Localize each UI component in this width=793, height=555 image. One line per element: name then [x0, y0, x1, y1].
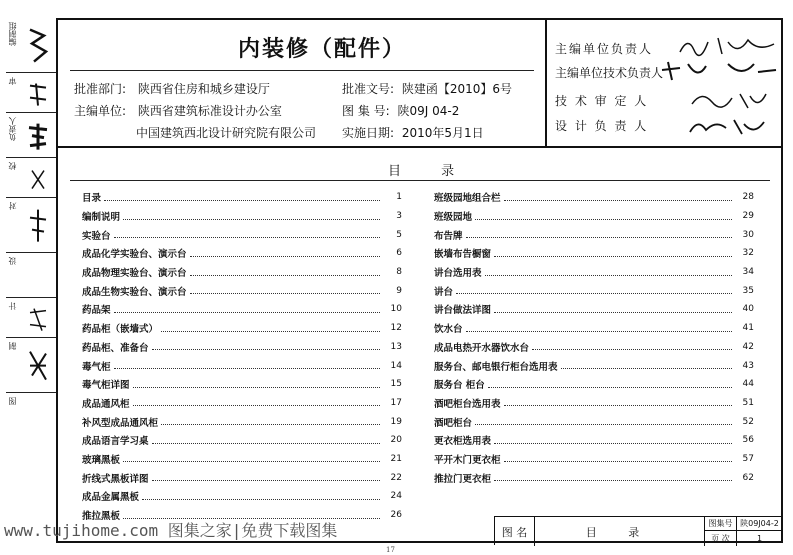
toc-entry-page: 51: [742, 397, 754, 408]
toc-leader-dots: [123, 455, 380, 462]
toc-leader-dots: [475, 213, 732, 220]
toc-entry: [434, 225, 754, 244]
signoff-column: [6, 18, 56, 543]
toc-entry-page: 32: [742, 248, 754, 259]
toc-leader-dots: [161, 325, 380, 332]
toc-entry-page: 40: [742, 304, 754, 315]
toc-leader-dots: [488, 381, 732, 388]
toc-entry-page: 12: [390, 323, 402, 334]
toc-entry-title: 药品柜、准备台: [82, 342, 149, 354]
title-underline: [70, 70, 534, 71]
toc-leader-dots: [466, 231, 732, 238]
responsible-role: 主编单位负责人: [555, 42, 654, 56]
signoff-cell: [6, 73, 56, 113]
toc-entry-title: 服务台 柜台: [434, 380, 485, 392]
toc-leader-dots: [561, 362, 732, 369]
toc-entry-title: 毒气柜详图: [82, 380, 130, 392]
toc-entry-page: 6: [396, 248, 402, 259]
toc-entry: [434, 375, 754, 394]
toc-entry-title: 成品通风柜: [82, 398, 130, 410]
toc-entry-title: 嵌墙布告橱窗: [434, 249, 492, 261]
toc-entry: [82, 225, 402, 244]
toc-entry: [434, 207, 754, 226]
approval-dept-value: 陕西省住房和城乡建设厅: [137, 82, 270, 96]
signoff-label: 负责人: [8, 117, 17, 141]
editor-row: [74, 102, 282, 119]
toc-leader-dots: [190, 287, 380, 294]
toc-entry: [82, 244, 402, 263]
toc-leader-dots: [161, 418, 380, 425]
toc-entry: [434, 412, 754, 431]
responsible-role: 主编单位技术负责人: [555, 66, 664, 80]
signoff-cell: [6, 198, 56, 253]
toc-leader-dots: [114, 306, 380, 313]
toc-entry: [82, 188, 402, 207]
toc-entry-title: 药品架: [82, 305, 111, 317]
toc-entry-title: 成品物理实验台、演示台: [82, 268, 187, 280]
toc-entry-title: 酒吧柜台选用表: [434, 398, 501, 410]
toc-entry-page: 56: [742, 435, 754, 446]
toc-entry-title: 折线式黑板详图: [82, 473, 149, 485]
toc-entry: [434, 450, 754, 469]
editor-label: 主编单位:: [74, 104, 127, 118]
toc-title: 目 录: [388, 164, 473, 179]
toc-entry: [82, 300, 402, 319]
toc-entry: [82, 431, 402, 450]
editor-unit: 陕西省建筑标准设计办公室: [137, 104, 282, 118]
toc-entry-page: 15: [390, 379, 402, 390]
toc-right-column: [434, 188, 754, 487]
signoff-label: 设: [8, 257, 17, 265]
toc-entry-title: 成品语言学习桌: [82, 436, 149, 448]
toc-entry: [82, 450, 402, 469]
signature-image: [26, 164, 50, 195]
signature-image: [26, 344, 50, 387]
toc-entry-page: 42: [742, 341, 754, 352]
signature-image: [26, 24, 50, 67]
atlas-no-label: 图 集 号:: [342, 104, 390, 118]
signoff-label: 计: [8, 302, 17, 310]
impl-date-label: 实施日期:: [342, 126, 395, 140]
toc-entry-page: 62: [742, 472, 754, 483]
signoff-label: 对: [8, 202, 17, 210]
toc-leader-dots: [142, 493, 380, 500]
toc-entry: [82, 319, 402, 338]
signoff-label: 审: [8, 77, 17, 85]
signoff-cell: [6, 253, 56, 298]
toc-entry-page: 1: [396, 192, 402, 203]
atlas-label: 图集号: [705, 517, 737, 531]
signoff-cell: [6, 298, 56, 338]
atlas-value: 陕09J04-2: [737, 517, 782, 531]
toc-entry: [82, 412, 402, 431]
page-title: 内装修（配件）: [238, 37, 407, 62]
signature-image: [658, 58, 778, 82]
header-block: [58, 20, 781, 148]
toc-entry: [82, 338, 402, 357]
signoff-label: 制: [8, 342, 17, 350]
figure-name-value: 目 录: [535, 517, 705, 546]
toc-leader-dots: [152, 474, 380, 481]
toc-leader-dots: [504, 194, 732, 201]
toc-entry-title: 编制说明: [82, 212, 121, 224]
toc-entry-page: 22: [390, 472, 402, 483]
toc-entry-title: 平开木门更衣柜: [434, 454, 501, 466]
toc-entry-page: 29: [742, 211, 754, 222]
toc-entry: [434, 244, 754, 263]
signoff-label: 图: [8, 397, 17, 405]
toc-leader-dots: [152, 343, 380, 350]
signoff-cell: [6, 113, 56, 158]
toc-entry-page: 26: [390, 510, 402, 521]
signature-image: [26, 79, 50, 110]
impl-date-value: 2010年5月1日: [401, 126, 484, 140]
header-divider: [545, 20, 547, 148]
doc-no-row: [342, 80, 512, 97]
toc-entry: [434, 356, 754, 375]
toc-entry-page: 35: [742, 285, 754, 296]
toc-entry-title: 服务台、邮电银行柜台选用表: [434, 361, 558, 373]
toc-entry-page: 5: [396, 229, 402, 240]
toc-entry-title: 班级园地组合栏: [434, 193, 501, 205]
toc-entry: [434, 431, 754, 450]
toc-entry-title: 成品金属黑板: [82, 492, 140, 504]
toc-entry-title: 酒吧柜台: [434, 417, 473, 429]
drawing-frame: [56, 18, 783, 543]
toc-leader-dots: [190, 250, 380, 257]
responsible-role: 技 术 审 定 人: [555, 94, 649, 108]
page-label: 页 次: [705, 531, 737, 546]
toc-entry-title: 讲台选用表: [434, 268, 482, 280]
toc-entry-title: 成品生物实验台、演示台: [82, 286, 187, 298]
toc-entry-title: 目录: [82, 193, 102, 205]
toc-leader-dots: [494, 250, 732, 257]
toc-entry: [434, 300, 754, 319]
toc-rule: [70, 180, 770, 181]
toc-entry-title: 饮水台: [434, 324, 463, 336]
toc-entry-page: 41: [742, 323, 754, 334]
toc-entry-title: 更衣柜选用表: [434, 436, 492, 448]
toc-entry: [434, 263, 754, 282]
toc-leader-dots: [504, 455, 732, 462]
doc-no-label: 批准文号:: [342, 82, 395, 96]
toc-leader-dots: [466, 325, 732, 332]
toc-entry-title: 成品电热开水器饮水台: [434, 342, 530, 354]
toc-leader-dots: [494, 474, 732, 481]
toc-leader-dots: [114, 231, 380, 238]
toc-leader-dots: [114, 362, 380, 369]
toc-entry-page: 24: [390, 491, 402, 502]
toc-entry-page: 17: [390, 397, 402, 408]
toc-leader-dots: [190, 269, 380, 276]
toc-entry-page: 43: [742, 360, 754, 371]
signoff-label: 校: [8, 162, 17, 170]
atlas-no-row: [342, 102, 459, 119]
impl-date-row: [342, 124, 484, 141]
toc-entry: [434, 319, 754, 338]
toc-entry: [434, 281, 754, 300]
signature-image: [26, 304, 50, 335]
toc-entry-title: 讲台: [434, 286, 454, 298]
signature-image: [26, 119, 50, 154]
toc-leader-dots: [504, 399, 732, 406]
toc-leader-dots: [104, 194, 380, 201]
toc-leader-dots: [475, 418, 732, 425]
toc-entry-title: 成品化学实验台、演示台: [82, 249, 187, 261]
signature-image: [678, 34, 778, 58]
toc-entry-page: 20: [390, 435, 402, 446]
figure-name-label: 图 名: [495, 517, 535, 546]
approval-dept-label: 批准部门:: [74, 82, 127, 96]
toc-entry-page: 19: [390, 416, 402, 427]
signature-image: [688, 88, 768, 112]
toc-entry-page: 13: [390, 341, 402, 352]
toc-entry-page: 21: [390, 453, 402, 464]
editor-unit-2: 中国建筑西北设计研究院有限公司: [136, 126, 317, 140]
toc-entry-title: 班级园地: [434, 212, 473, 224]
signoff-label: 编制组: [8, 22, 17, 46]
toc-entry-page: 34: [742, 267, 754, 278]
toc-entry-page: 28: [742, 192, 754, 203]
toc-entry-page: 57: [742, 453, 754, 464]
doc-no-value: 陕建函【2010】6号: [401, 82, 513, 96]
toc-leader-dots: [532, 343, 732, 350]
signoff-cell: [6, 158, 56, 198]
toc-entry-page: 9: [396, 285, 402, 296]
toc-leader-dots: [456, 287, 732, 294]
toc-entry: [82, 487, 402, 506]
toc-entry: [82, 207, 402, 226]
toc-entry: [82, 394, 402, 413]
toc-entry-title: 推拉门更衣柜: [434, 473, 492, 485]
toc-entry: [434, 394, 754, 413]
toc-entry-title: 实验台: [82, 230, 111, 242]
toc-entry-page: 10: [390, 304, 402, 315]
toc-leader-dots: [494, 306, 732, 313]
toc-entry-page: 52: [742, 416, 754, 427]
toc-entry-page: 44: [742, 379, 754, 390]
toc-entry-title: 玻璃黑板: [82, 454, 121, 466]
signature-image: [26, 204, 50, 247]
toc-leader-dots: [133, 381, 380, 388]
toc-entry-title: 药品柜（嵌墙式）: [82, 324, 159, 336]
toc-entry-title: 讲台做法详图: [434, 305, 492, 317]
toc-entry: [434, 468, 754, 487]
title-block: [494, 516, 781, 545]
toc-leader-dots: [123, 213, 380, 220]
toc-entry-title: 布告牌: [434, 230, 463, 242]
toc-leader-dots: [485, 269, 732, 276]
signature-image: [686, 114, 766, 138]
toc-entry-title: 推拉黑板: [82, 511, 121, 523]
toc-entry: [434, 188, 754, 207]
toc-leader-dots: [494, 437, 732, 444]
toc-entry-title: 毒气柜: [82, 361, 111, 373]
toc-entry: [82, 375, 402, 394]
atlas-no-value: 陕09J 04-2: [397, 104, 460, 118]
toc-entry-page: 30: [742, 229, 754, 240]
toc-entry: [82, 281, 402, 300]
toc-entry: [82, 356, 402, 375]
toc-entry-page: 3: [396, 211, 402, 222]
signoff-cell: [6, 338, 56, 393]
responsible-role: 设 计 负 责 人: [555, 119, 649, 133]
editor-row-2: [136, 124, 316, 141]
page-number: 17: [386, 546, 395, 554]
toc-entry: [82, 263, 402, 282]
watermark-text: www.tujihome.com 图集之家|免费下载图集: [4, 521, 338, 540]
page-value: 1: [756, 534, 763, 543]
toc-entry-page: 8: [396, 267, 402, 278]
toc-left-column: [82, 188, 402, 524]
signoff-cell: [6, 18, 56, 73]
toc-leader-dots: [152, 437, 380, 444]
toc-entry: [82, 468, 402, 487]
toc-leader-dots: [133, 399, 380, 406]
approval-dept-row: [74, 80, 270, 97]
toc-entry-page: 14: [390, 360, 402, 371]
toc-entry: [434, 338, 754, 357]
toc-entry-title: 补风型成品通风柜: [82, 417, 159, 429]
